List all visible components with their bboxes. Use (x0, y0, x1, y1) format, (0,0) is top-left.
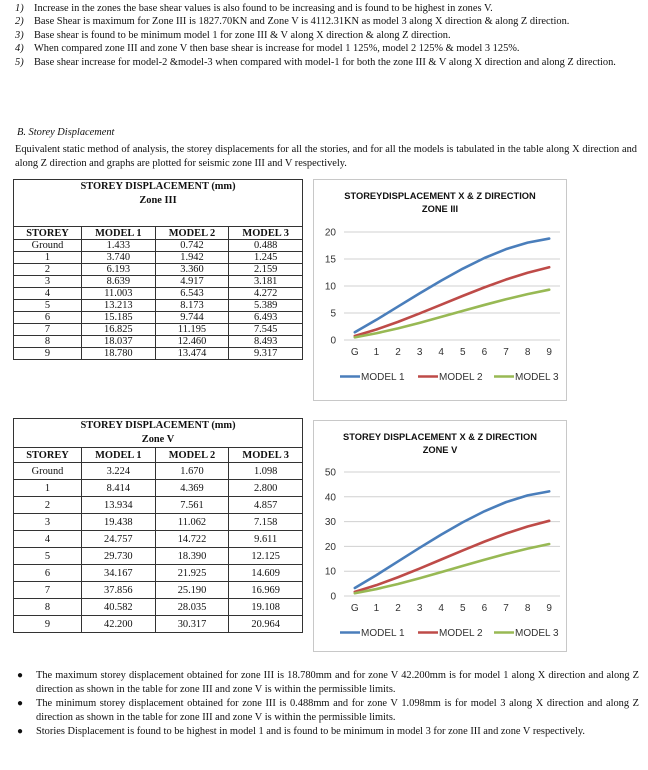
table-row (14, 252, 303, 264)
zone-v-displacement-table (13, 418, 303, 633)
table-cell: 12.125 (229, 548, 303, 565)
x-tick-label: G (350, 347, 359, 358)
finding-item: 2) Base Shear is maximum for Zone III is 1827.70KN and Zone V is 4112.31KN as model 3 along X direction & along Z direction. (15, 16, 570, 28)
legend-label: MODEL 3 (515, 372, 559, 383)
table-cell: 8.173 (155, 300, 229, 312)
table-cell: 1.098 (229, 463, 303, 480)
table-cell: 4.857 (229, 497, 303, 514)
table-cell: 6 (14, 312, 82, 324)
finding-item: 1) Increase in the zones the base shear values is also found to be increasing and is found to be highest in zones V. (15, 3, 493, 14)
table-cell: 19.108 (229, 599, 303, 616)
table-cell: 4.369 (155, 480, 229, 497)
table-row (14, 599, 303, 616)
x-tick-label: 4 (438, 347, 444, 358)
x-tick-label: 9 (546, 603, 552, 614)
bullet-icon: ● (17, 698, 24, 710)
table-cell: 8 (14, 599, 82, 616)
table-cell: 21.925 (155, 565, 229, 582)
table-cell: 5.389 (229, 300, 303, 312)
section-paragraph: Equivalent static method of analysis, the storey displacements for all the stories, and for all the models is tabulated in the table along X direction and along Z direction and graphs are plotted for seismic zone III and V respectively. (15, 144, 637, 169)
table-cell: 1.245 (229, 252, 303, 264)
table-cell: 9.611 (229, 531, 303, 548)
table-cell: 1.433 (82, 240, 156, 252)
table-cell: 0.742 (155, 240, 229, 252)
x-tick-label: 6 (481, 347, 488, 358)
table-cell: 9 (14, 348, 82, 360)
table-cell: 6 (14, 565, 82, 582)
series-line (355, 267, 549, 336)
table-row (14, 480, 303, 497)
column-header: MODEL 2 (155, 227, 229, 240)
x-tick-label: 6 (481, 603, 488, 614)
table-cell: 11.195 (155, 324, 229, 336)
table-cell: 5 (14, 300, 82, 312)
table-cell: 5 (14, 548, 82, 565)
table-cell: 18.390 (155, 548, 229, 565)
column-header: MODEL 1 (82, 227, 156, 240)
table-cell: 11.003 (82, 288, 156, 300)
table-cell: 3.360 (155, 264, 229, 276)
column-header: STOREY (14, 227, 82, 240)
zone-iii-displacement-table (13, 179, 303, 360)
table-cell: 7.545 (229, 324, 303, 336)
table-cell: 14.722 (155, 531, 229, 548)
y-tick-label: 10 (324, 566, 336, 578)
conclusion-item: ● The minimum storey displacement obtained for zone III is 0.488mm and for zone V 1.098mm is for model 3 along X direction and along Z direction as shown in the table for zone III and zone V is within the permissible limits. (17, 698, 639, 723)
y-tick-label: 0 (330, 591, 336, 603)
table-row (14, 582, 303, 599)
x-tick-label: 2 (395, 603, 401, 614)
table-cell: 3 (14, 276, 82, 288)
table-cell: 6.493 (229, 312, 303, 324)
x-tick-label: 1 (373, 347, 380, 358)
table-cell: 3.181 (229, 276, 303, 288)
table-cell: 13.213 (82, 300, 156, 312)
finding-item: 3) Base shear is found to be minimum model 1 for zone III & V along X direction & along Z direction. (15, 29, 451, 41)
table-cell: 7 (14, 324, 82, 336)
header-row (14, 227, 303, 240)
table-cell: 9.744 (155, 312, 229, 324)
x-tick-label: 2 (395, 347, 401, 358)
legend-label: MODEL 1 (361, 372, 405, 383)
series-line (355, 491, 549, 588)
table-cell: 1 (14, 252, 82, 264)
table-cell: 34.167 (82, 565, 156, 582)
table-cell: 15.185 (82, 312, 156, 324)
bullet-icon: ● (17, 726, 24, 738)
table-cell: 6.543 (155, 288, 229, 300)
series-line (355, 290, 549, 338)
x-tick-label: 1 (373, 603, 380, 614)
base-shear-findings-list (10, 2, 638, 69)
table-row (14, 348, 303, 360)
table-cell: 30.317 (155, 616, 229, 633)
x-tick-label: 5 (460, 603, 466, 614)
header-row (14, 448, 303, 463)
table-row (14, 616, 303, 633)
y-tick-label: 10 (324, 281, 336, 293)
table-cell: 13.474 (155, 348, 229, 360)
chart-zone-iii (313, 179, 567, 401)
table-cell: 2.159 (229, 264, 303, 276)
table-cell: 11.062 (155, 514, 229, 531)
column-header: STOREY (14, 448, 82, 463)
x-tick-label: 9 (546, 347, 552, 358)
finding-item: 4) When compared zone III and zone V then base shear is increase for model 1 125%, model 2 125% & model 3 125%. (15, 43, 520, 55)
table-cell: 1.670 (155, 463, 229, 480)
x-tick-label: 7 (503, 603, 509, 614)
chart-zone-v (313, 420, 567, 652)
table-cell: 0.488 (229, 240, 303, 252)
legend-label: MODEL 3 (515, 628, 559, 639)
table-row (14, 548, 303, 565)
table-cell: 8.639 (82, 276, 156, 288)
column-header: MODEL 2 (155, 448, 229, 463)
x-tick-label: 8 (524, 603, 531, 614)
table-cell: 42.200 (82, 616, 156, 633)
table-cell: Ground (14, 240, 82, 252)
legend-label: MODEL 1 (361, 628, 405, 639)
table-cell: 20.964 (229, 616, 303, 633)
y-tick-label: 50 (324, 467, 336, 479)
table-cell: 16.969 (229, 582, 303, 599)
series-line (355, 544, 549, 593)
table-cell: 19.438 (82, 514, 156, 531)
y-tick-label: 30 (324, 517, 336, 529)
table-cell: 8 (14, 336, 82, 348)
table-cell: 18.037 (82, 336, 156, 348)
table-cell: 4.917 (155, 276, 229, 288)
table-row (14, 565, 303, 582)
table-cell: 9.317 (229, 348, 303, 360)
table-row (14, 463, 303, 480)
table-cell: 2.800 (229, 480, 303, 497)
table-cell: 2 (14, 497, 82, 514)
legend-label: MODEL 2 (439, 628, 483, 639)
conclusion-item: ● The maximum storey displacement obtained for zone III is 18.780mm and for zone V 42.200mm is for model 1 along X direction and along Z direction as shown in the table for zone III and zone V is within the permissible limits. (17, 670, 639, 695)
table-cell: 9 (14, 616, 82, 633)
table-row (14, 531, 303, 548)
x-tick-label: 3 (416, 603, 423, 614)
table-row (14, 264, 303, 276)
column-header: MODEL 3 (229, 227, 303, 240)
table-row (14, 276, 303, 288)
table-cell: 7.561 (155, 497, 229, 514)
table-body (14, 227, 303, 360)
table-row (14, 497, 303, 514)
table-cell: 1 (14, 480, 82, 497)
table-row (14, 288, 303, 300)
table-cell: 3 (14, 514, 82, 531)
table-cell: 4.272 (229, 288, 303, 300)
table-cell: 6.193 (82, 264, 156, 276)
table-cell: 14.609 (229, 565, 303, 582)
table-cell: 1.942 (155, 252, 229, 264)
bullet-icon: ● (17, 670, 24, 681)
table-cell: 4 (14, 288, 82, 300)
series-line (355, 521, 549, 592)
series-line (355, 239, 549, 333)
table-cell: 28.035 (155, 599, 229, 616)
column-header: MODEL 1 (82, 448, 156, 463)
table-row (14, 324, 303, 336)
column-header: MODEL 3 (229, 448, 303, 463)
table-cell: 2 (14, 264, 82, 276)
table-cell: 8.493 (229, 336, 303, 348)
conclusion-item: ● Stories Displacement is found to be highest in model 1 and is found to be minimum in model 3 for zone III and zone V respectively. (17, 726, 585, 738)
table-spacer (14, 208, 303, 227)
conclusions-list (14, 669, 639, 740)
table-cell: 8.414 (82, 480, 156, 497)
x-tick-label: 5 (460, 347, 466, 358)
table-cell: 3.740 (82, 252, 156, 264)
x-tick-label: 8 (524, 347, 531, 358)
y-tick-label: 40 (324, 492, 336, 504)
x-tick-label: 7 (503, 347, 509, 358)
x-tick-label: G (350, 603, 359, 614)
table-row (14, 312, 303, 324)
table-cell: 3.224 (82, 463, 156, 480)
table-cell: 12.460 (155, 336, 229, 348)
table-title: STOREY DISPLACEMENT (mm) Zone III (14, 180, 303, 209)
table-cell: 13.934 (82, 497, 156, 514)
legend-label: MODEL 2 (439, 372, 483, 383)
table-cell: 7.158 (229, 514, 303, 531)
table-cell: 40.582 (82, 599, 156, 616)
table-row (14, 514, 303, 531)
finding-item: 5) Base shear increase for model-2 &model-3 when compared with model-1 for both the zone III & V along X direction and along Z direction. (15, 56, 616, 68)
table-row (14, 240, 303, 252)
table-cell: Ground (14, 463, 82, 480)
table-cell: 25.190 (155, 582, 229, 599)
table-body (14, 448, 303, 633)
chart-title: STOREY DISPLACEMENT X & Z DIRECTION ZONE V (343, 432, 537, 455)
table-title: STOREY DISPLACEMENT (mm) Zone V (14, 419, 303, 448)
y-tick-label: 15 (324, 254, 336, 266)
table-cell: 29.730 (82, 548, 156, 565)
section-heading: B. Storey Displacement (17, 127, 115, 138)
table-cell: 37.856 (82, 582, 156, 599)
x-tick-label: 4 (438, 603, 444, 614)
y-tick-label: 20 (324, 541, 336, 553)
x-tick-label: 3 (416, 347, 423, 358)
y-tick-label: 5 (330, 308, 336, 320)
table-cell: 24.757 (82, 531, 156, 548)
table-cell: 7 (14, 582, 82, 599)
table-row (14, 336, 303, 348)
table-cell: 4 (14, 531, 82, 548)
table-row (14, 300, 303, 312)
y-tick-label: 0 (330, 335, 336, 347)
table-cell: 16.825 (82, 324, 156, 336)
table-cell: 18.780 (82, 348, 156, 360)
y-tick-label: 20 (324, 227, 336, 239)
chart-title: STOREYDISPLACEMENT X & Z DIRECTION ZONE III (344, 191, 536, 214)
